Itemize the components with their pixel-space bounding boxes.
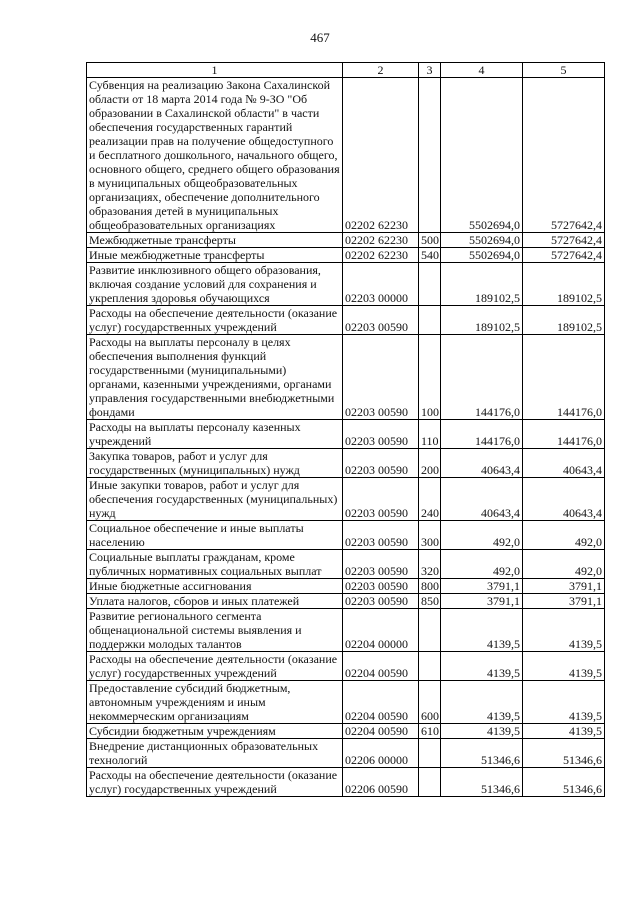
row-expense-type-cell: 320 [419,550,441,579]
row-code-cell: 02206 00000 [343,739,419,768]
row-value-year2-cell: 3791,1 [523,579,605,594]
row-name-cell: Предоставление субсидий бюджетным, автономным учреждениям и иным некоммерческим организациям [87,681,343,724]
table-row [87,681,605,724]
table-row [87,248,605,263]
row-value-year1-cell: 51346,6 [441,768,523,797]
row-expense-type-cell: 300 [419,521,441,550]
row-value-year2-cell: 189102,5 [523,306,605,335]
row-value-year2-cell: 5727642,4 [523,233,605,248]
row-value-year2-cell: 51346,6 [523,768,605,797]
row-value-year1-cell: 492,0 [441,550,523,579]
row-value-year1-cell: 492,0 [441,521,523,550]
row-name-cell: Межбюджетные трансферты [87,233,343,248]
row-name-cell: Развитие регионального сегмента общенациональной системы выявления и поддержки молодых талантов [87,609,343,652]
row-name-cell: Закупка товаров, работ и услуг для государственных (муниципальных) нужд [87,449,343,478]
table-row [87,609,605,652]
row-value-year1-cell: 189102,5 [441,263,523,306]
row-value-year2-cell: 5727642,4 [523,78,605,233]
column-header: 3 [419,63,441,78]
row-value-year1-cell: 5502694,0 [441,78,523,233]
row-name-cell: Иные бюджетные ассигнования [87,579,343,594]
row-value-year1-cell: 40643,4 [441,478,523,521]
row-value-year2-cell: 40643,4 [523,478,605,521]
table-row [87,768,605,797]
row-expense-type-cell: 540 [419,248,441,263]
column-header: 2 [343,63,419,78]
row-value-year1-cell: 144176,0 [441,420,523,449]
row-code-cell: 02203 00000 [343,263,419,306]
row-expense-type-cell [419,768,441,797]
row-expense-type-cell: 110 [419,420,441,449]
row-name-cell: Субсидии бюджетным учреждениям [87,724,343,739]
table-row [87,579,605,594]
row-value-year2-cell: 492,0 [523,550,605,579]
row-value-year1-cell: 3791,1 [441,594,523,609]
row-code-cell: 02203 00590 [343,335,419,420]
row-code-cell: 02202 62230 [343,78,419,233]
row-expense-type-cell: 600 [419,681,441,724]
row-value-year2-cell: 51346,6 [523,739,605,768]
row-code-cell: 02203 00590 [343,521,419,550]
row-code-cell: 02204 00590 [343,652,419,681]
row-name-cell: Внедрение дистанционных образовательных технологий [87,739,343,768]
table-row [87,306,605,335]
row-code-cell: 02206 00590 [343,768,419,797]
row-value-year1-cell: 5502694,0 [441,248,523,263]
row-name-cell: Социальное обеспечение и иные выплаты населению [87,521,343,550]
row-code-cell: 02202 62230 [343,248,419,263]
row-expense-type-cell: 500 [419,233,441,248]
row-value-year1-cell: 4139,5 [441,652,523,681]
row-name-cell: Уплата налогов, сборов и иных платежей [87,594,343,609]
row-value-year1-cell: 4139,5 [441,724,523,739]
row-expense-type-cell: 200 [419,449,441,478]
row-value-year1-cell: 4139,5 [441,609,523,652]
row-code-cell: 02203 00590 [343,579,419,594]
column-header: 1 [87,63,343,78]
table-row [87,652,605,681]
table-row [87,724,605,739]
table-row [87,594,605,609]
row-value-year1-cell: 3791,1 [441,579,523,594]
row-code-cell: 02204 00000 [343,609,419,652]
row-expense-type-cell: 240 [419,478,441,521]
table-row [87,550,605,579]
row-name-cell: Расходы на обеспечение деятельности (оказание услуг) государственных учреждений [87,306,343,335]
row-value-year1-cell: 5502694,0 [441,233,523,248]
column-header: 5 [523,63,605,78]
row-value-year2-cell: 3791,1 [523,594,605,609]
column-header: 4 [441,63,523,78]
table-row [87,335,605,420]
row-code-cell: 02204 00590 [343,681,419,724]
row-name-cell: Иные закупки товаров, работ и услуг для обеспечения государственных (муниципальных) нужд [87,478,343,521]
row-value-year2-cell: 4139,5 [523,724,605,739]
row-code-cell: 02203 00590 [343,449,419,478]
row-expense-type-cell [419,609,441,652]
row-name-cell: Субвенция на реализацию Закона Сахалинской области от 18 марта 2014 года № 9-ЗО "Об образовании в Сахалинской области" в части обеспечения государственных гарантий реализации прав на получение общедоступного и бесплатного дошкольного, начального общего, основного общего, среднего общего образования в муниципальных общеобразовательных организациях, обеспечение дополнительного образования детей в муниципальных общеобразовательных организациях [87,78,343,233]
row-value-year1-cell: 40643,4 [441,449,523,478]
row-name-cell: Иные межбюджетные трансферты [87,248,343,263]
row-value-year2-cell: 492,0 [523,521,605,550]
row-code-cell: 02203 00590 [343,550,419,579]
row-value-year2-cell: 5727642,4 [523,248,605,263]
row-expense-type-cell [419,306,441,335]
table-row [87,233,605,248]
table-row [87,521,605,550]
row-code-cell: 02203 00590 [343,420,419,449]
row-name-cell: Расходы на обеспечение деятельности (оказание услуг) государственных учреждений [87,652,343,681]
row-value-year1-cell: 144176,0 [441,335,523,420]
row-value-year2-cell: 144176,0 [523,335,605,420]
table-row [87,478,605,521]
table-row [87,739,605,768]
table-header-row [87,63,605,78]
row-expense-type-cell [419,263,441,306]
table-body [87,78,605,797]
row-code-cell: 02203 00590 [343,478,419,521]
row-name-cell: Социальные выплаты гражданам, кроме публичных нормативных социальных выплат [87,550,343,579]
page-number: 467 [310,30,330,45]
row-value-year2-cell: 144176,0 [523,420,605,449]
row-code-cell: 02203 00590 [343,594,419,609]
row-name-cell: Расходы на обеспечение деятельности (оказание услуг) государственных учреждений [87,768,343,797]
row-value-year2-cell: 40643,4 [523,449,605,478]
row-value-year1-cell: 189102,5 [441,306,523,335]
table-row [87,78,605,233]
row-expense-type-cell: 800 [419,579,441,594]
table-row [87,420,605,449]
row-code-cell: 02203 00590 [343,306,419,335]
row-expense-type-cell [419,78,441,233]
row-name-cell: Расходы на выплаты персоналу казенных учреждений [87,420,343,449]
row-expense-type-cell: 850 [419,594,441,609]
row-value-year2-cell: 4139,5 [523,609,605,652]
table-row [87,449,605,478]
row-value-year2-cell: 189102,5 [523,263,605,306]
row-code-cell: 02202 62230 [343,233,419,248]
budget-table [86,62,605,797]
table-row [87,263,605,306]
row-name-cell: Расходы на выплаты персоналу в целях обеспечения выполнения функций государственными (муниципальными) органами, казенными учреждениями, органами управления государственными внебюджетными фондами [87,335,343,420]
row-value-year1-cell: 51346,6 [441,739,523,768]
row-code-cell: 02204 00590 [343,724,419,739]
row-expense-type-cell [419,652,441,681]
row-expense-type-cell [419,739,441,768]
row-expense-type-cell: 610 [419,724,441,739]
row-name-cell: Развитие инклюзивного общего образования, включая создание условий для сохранения и укрепления здоровья обучающихся [87,263,343,306]
row-value-year2-cell: 4139,5 [523,681,605,724]
row-value-year1-cell: 4139,5 [441,681,523,724]
row-value-year2-cell: 4139,5 [523,652,605,681]
row-expense-type-cell: 100 [419,335,441,420]
